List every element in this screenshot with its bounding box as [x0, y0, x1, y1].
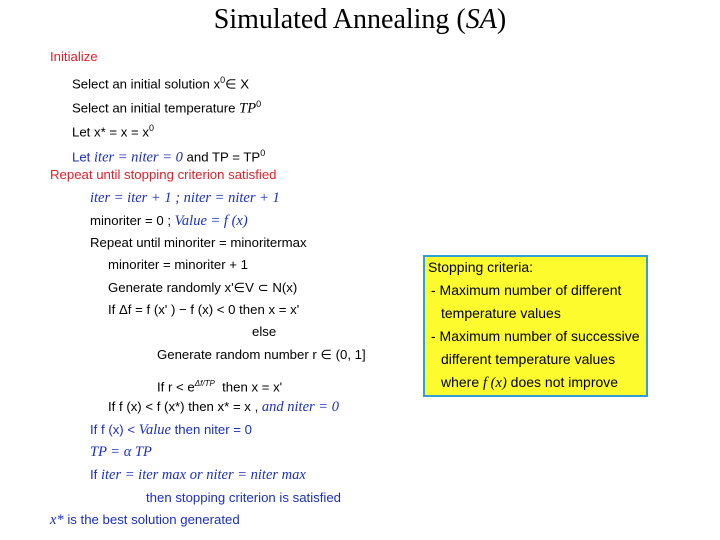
stopping-line-3: - Maximum number of successive — [431, 328, 640, 344]
select-initial-solution: Select an initial solution $x^0\in$ X — [72, 75, 250, 92]
if-value-line: If f (x) < Value then niter = 0 — [90, 422, 252, 438]
best-solution-line: x* is the best solution generated — [50, 512, 240, 528]
minoriter-increment: minoriter = minoriter + 1 — [108, 257, 248, 272]
stopping-line-4: different temperature values — [441, 351, 616, 367]
stopping-heading: Stopping criteria: — [428, 259, 534, 275]
if-fx-line: If f (x) < f (x*) then x* = x , and niter = 0 — [108, 399, 339, 415]
generate-random-number: Generate random number r ∈ (0, 1] — [157, 347, 366, 362]
let-x-star: Let $x* = x = x^0$ — [72, 123, 154, 140]
else-keyword: else — [252, 324, 277, 339]
if-r-line: If $r < e^{\Delta f/TP}$ then x = x' — [157, 379, 283, 395]
if-delta-line: If Δf = f (x' ) − f (x) < 0 then x = x' — [108, 302, 300, 317]
if-iter-line: If iter = iter max or niter = niter max — [90, 467, 306, 483]
let-iter-line: Let iter = niter = 0 and TP = $TP^0$ — [72, 148, 266, 166]
repeat-inner-heading: Repeat until minoriter = minoritermax — [90, 235, 307, 250]
iter-update: iter = iter + 1 ; niter = niter + 1 — [90, 190, 280, 206]
stopping-line-2: temperature values — [441, 305, 561, 321]
stopping-line-5: where f (x) does not improve — [441, 374, 619, 391]
page-title: Simulated Annealing (SA) — [213, 4, 507, 35]
generate-neighbor: Generate randomly x'∈V ⊂ N(x) — [108, 280, 298, 295]
select-initial-temperature: Select an initial temperature $TP^0$ — [72, 99, 262, 117]
stopping-line-1: - Maximum number of different — [431, 282, 622, 298]
then-stop-line: then stopping criterion is satisfied — [146, 490, 341, 505]
tp-update: TP = α TP — [90, 444, 152, 460]
stopping-criteria-box — [423, 255, 648, 397]
initialize-heading: Initialize — [50, 49, 98, 64]
repeat-outer-heading: Repeat until stopping criterion satisfied — [50, 167, 277, 182]
minoriter-reset-line: minoriter = 0 ; Value = f (x) — [90, 213, 248, 229]
